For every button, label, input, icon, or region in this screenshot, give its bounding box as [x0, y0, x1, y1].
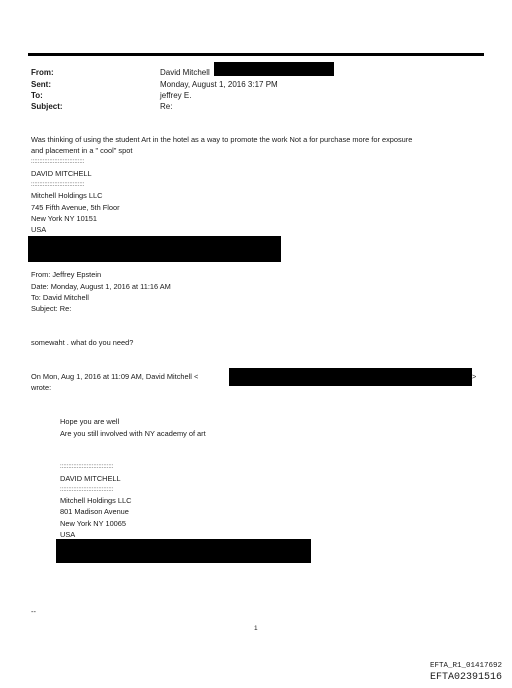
redaction-signature — [56, 539, 311, 563]
redaction-email — [229, 368, 472, 386]
sent-label: Sent: — [31, 80, 51, 89]
redaction-signature — [28, 236, 281, 262]
signature-divider: :::::::::::::::::::::::::::::::: — [31, 159, 85, 165]
to-value: jeffrey E. — [160, 91, 192, 100]
quoted-message-line-1: Hope you are well — [60, 417, 120, 426]
body-line-2: and placement in a " cool" spot — [31, 146, 133, 155]
signature-country: USA — [60, 530, 76, 539]
from-label: From: — [31, 68, 54, 77]
signature-country: USA — [31, 225, 47, 234]
quote-attribution-close: > — [472, 372, 477, 381]
bates-number-small: EFTA_R1_01417692 — [429, 662, 502, 670]
redaction-from-email — [214, 62, 334, 76]
to-label: To: — [31, 91, 43, 100]
signature-city: New York NY 10065 — [60, 519, 127, 528]
quoted-date: Date: Monday, August 1, 2016 at 11:16 AM — [31, 282, 171, 291]
signature-name: DAVID MITCHELL — [60, 474, 121, 483]
quoted-message-line-2: Are you still involved with NY academy of art — [60, 429, 206, 438]
quote-attribution: On Mon, Aug 1, 2016 at 11:09 AM, David Mitchell < — [31, 372, 199, 381]
signature-divider: :::::::::::::::::::::::::::::::: — [31, 182, 85, 188]
page-number: 1 — [254, 625, 258, 632]
quote-wrote: wrote: — [31, 383, 52, 392]
bates-number: EFTA02391516 — [429, 672, 502, 683]
sent-value: Monday, August 1, 2016 3:17 PM — [160, 80, 278, 89]
signature-divider: :::::::::::::::::::::::::::::::: — [60, 487, 114, 493]
from-value: David Mitchell — [160, 68, 210, 77]
trailing-dashes: -- — [31, 607, 36, 616]
quoted-to: To: David Mitchell — [31, 293, 89, 302]
body-line-1: Was thinking of using the student Art in the hotel as a way to promote the work Not a for purchase more for exposure — [31, 135, 413, 144]
quoted-from: From: Jeffrey Epstein — [31, 270, 102, 279]
signature-address: 801 Madison Avenue — [60, 507, 129, 516]
signature-company: Mitchell Holdings LLC — [31, 191, 103, 200]
reply-text: somewaht . what do you need? — [31, 338, 134, 347]
signature-name: DAVID MITCHELL — [31, 169, 92, 178]
signature-city: New York NY 10151 — [31, 214, 98, 223]
signature-company: Mitchell Holdings LLC — [60, 496, 132, 505]
signature-divider: :::::::::::::::::::::::::::::::: — [60, 464, 114, 470]
subject-label: Subject: — [31, 102, 63, 111]
signature-address: 745 Fifth Avenue, 5th Floor — [31, 203, 120, 212]
subject-value: Re: — [160, 102, 173, 111]
header-rule — [28, 53, 484, 56]
quoted-subject: Subject: Re: — [31, 304, 72, 313]
